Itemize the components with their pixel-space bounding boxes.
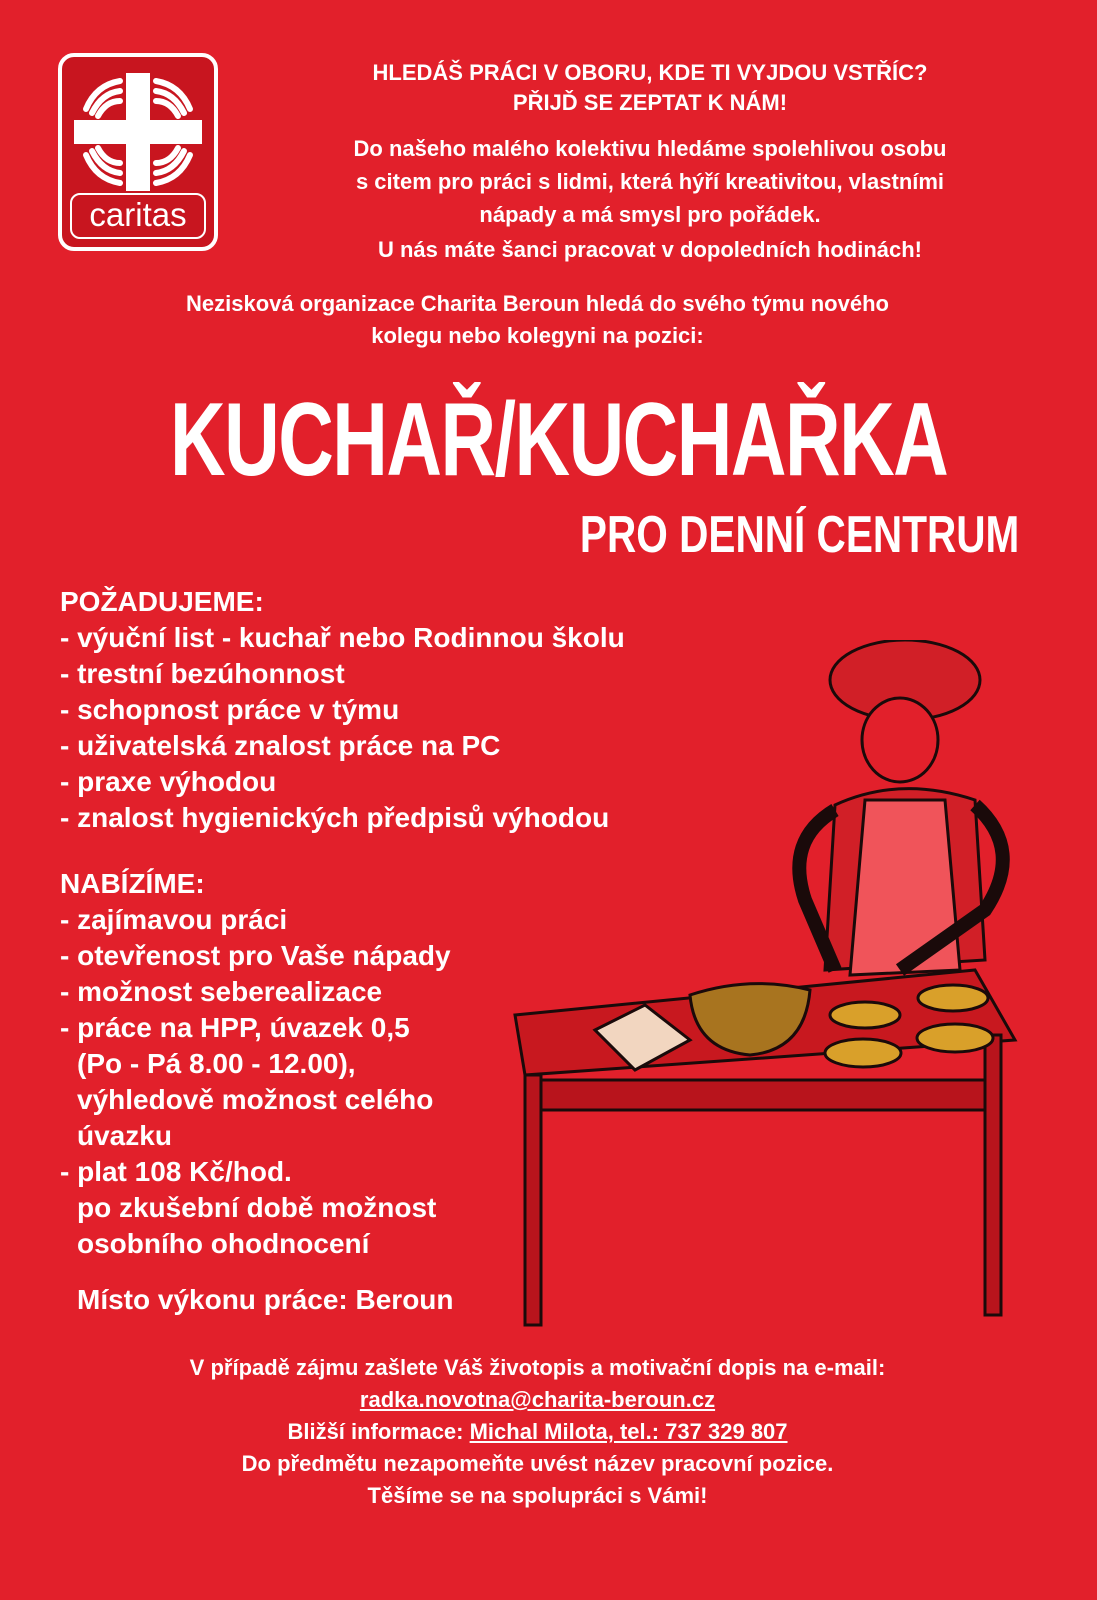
list-item: - plat 108 Kč/hod.: [60, 1156, 292, 1187]
requirements-heading: POŽADUJEME:: [60, 586, 264, 617]
info-label: Bližší informace:: [287, 1419, 470, 1444]
list-item: - praxe výhodou: [60, 766, 277, 797]
position-title: KUCHAŘ/KUCHAŘKA: [170, 382, 948, 498]
position-subtitle: PRO DENNÍ CENTRUM: [579, 506, 1019, 564]
list-item: úvazku: [77, 1120, 172, 1151]
logo-wordmark: caritas: [70, 193, 206, 239]
work-place: Místo výkonu práce: Beroun: [77, 1284, 454, 1315]
email-link[interactable]: radka.novotna@charita-beroun.cz: [359, 1387, 716, 1412]
header-chance: U nás máte šanci pracovat v dopoledních hodinách!: [377, 237, 922, 262]
list-item: (Po - Pá 8.00 - 12.00),: [77, 1048, 356, 1079]
offer-heading: NABÍZÍME:: [60, 868, 205, 899]
list-item: osobního ohodnocení: [77, 1228, 370, 1259]
list-item: - uživatelská znalost práce na PC: [60, 730, 501, 761]
intro-line-2: kolegu nebo kolegyni na pozici:: [371, 323, 704, 348]
header-line-2: PŘIJĎ SE ZEPTAT K NÁM!: [512, 90, 788, 115]
contact-person-link[interactable]: Michal Milota, tel.: 737 329 807: [469, 1419, 788, 1444]
caritas-logo: [58, 53, 218, 251]
intro-line-1: Nezisková organizace Charita Beroun hledá do svého týmu nového: [186, 291, 889, 316]
list-item: - možnost seberealizace: [60, 976, 383, 1007]
caritas-cross-icon: [62, 63, 214, 203]
header-question: [250, 58, 1050, 118]
header-description: [250, 132, 1050, 231]
list-item: - práce na HPP, úvazek 0,5: [60, 1012, 410, 1043]
cook-illustration: [505, 640, 1035, 1340]
contact-line-3: Do předmětu nezapomeňte uvést název pracovní pozice.: [241, 1451, 834, 1476]
header-para-2: s citem pro práci s lidmi, která hýří kreativitou, vlastními: [355, 169, 945, 194]
list-item: - zajímavou práci: [60, 904, 288, 935]
list-item: výhledově možnost celého: [77, 1084, 434, 1115]
contact-line-1: V případě zájmu zašlete Váš životopis a motivační dopis na e-mail:: [189, 1355, 886, 1380]
header-line-1: HLEDÁŠ PRÁCI V OBORU, KDE TI VYJDOU VSTŘÍC?: [372, 60, 928, 85]
list-item: - výuční list - kuchař nebo Rodinnou školu: [60, 622, 625, 653]
list-item: - znalost hygienických předpisů výhodou: [60, 802, 610, 833]
header-para-1: Do našeho malého kolektivu hledáme spolehlivou osobu: [353, 136, 947, 161]
offer-list: [60, 866, 451, 1262]
contact-line-4: Těšíme se na spolupráci s Vámi!: [367, 1483, 708, 1508]
list-item: - schopnost práce v týmu: [60, 694, 400, 725]
list-item: po zkušební době možnost: [77, 1192, 437, 1223]
intro-text: [40, 288, 1035, 352]
header-para-3: nápady a má smysl pro pořádek.: [479, 202, 821, 227]
contact-section: [40, 1352, 1035, 1512]
list-item: - otevřenost pro Vaše nápady: [60, 940, 451, 971]
list-item: - trestní bezúhonnost: [60, 658, 345, 689]
